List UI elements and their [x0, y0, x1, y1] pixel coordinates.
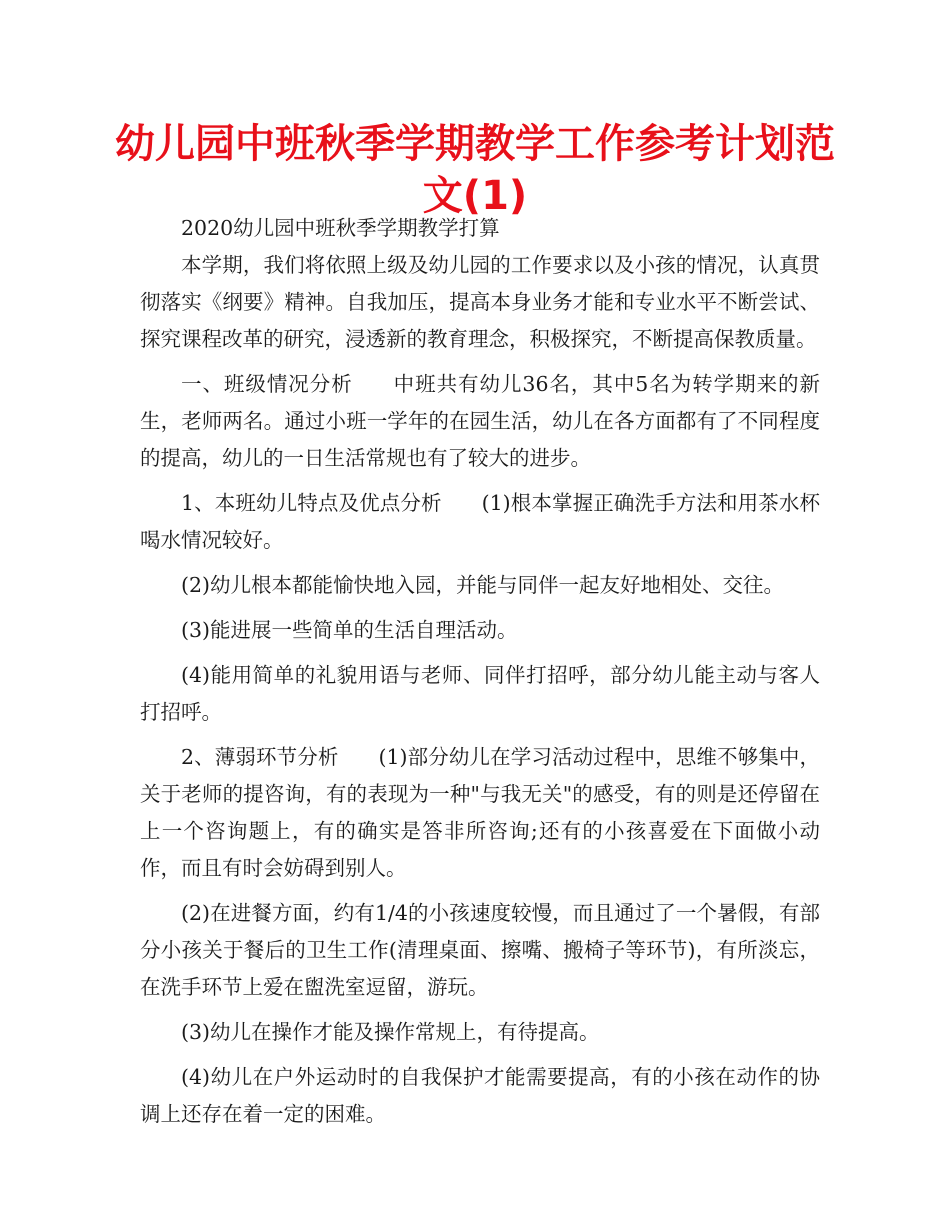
- section-text: (1)根本掌握正确洗手方法和用茶水杯喝水情况较好。: [140, 491, 820, 552]
- section-heading: 1、本班幼儿特点及优点分析: [181, 491, 442, 515]
- document-subtitle: 2020幼儿园中班秋季学期教学打算: [181, 216, 500, 240]
- paragraph-item-2-3: (3)幼儿在操作才能及操作常规上，有待提高。: [181, 1020, 600, 1044]
- paragraph-item-1-3: (3)能进展一些简单的生活自理活动。: [181, 618, 518, 642]
- document-title: 幼儿园中班秋季学期教学工作参考计划范文(1): [115, 121, 835, 219]
- paragraph-section-1: [140, 366, 820, 477]
- paragraph-item-2-4: (4)幼儿在户外运动时的自我保护才能需要提高，有的小孩在动作的协调上还存在着一定的困难。: [140, 1065, 820, 1126]
- paragraph-item-2-2: (2)在进餐方面，约有1/4的小孩速度较慢，而且通过了一个暑假，有部分小孩关于餐后的卫生工作(清理桌面、擦嘴、搬椅子等环节)，有所淡忘，在洗手环节上爱在盥洗室逗留，游玩。: [140, 901, 820, 999]
- paragraph-item-1-4: (4)能用简单的礼貌用语与老师、同伴打招呼，部分幼儿能主动与客人打招呼。: [140, 663, 820, 724]
- paragraph-section-1-1: [140, 485, 820, 559]
- section-heading: 2、薄弱环节分析: [181, 745, 339, 769]
- section-heading: 一、班级情况分析: [181, 372, 353, 396]
- section-text: (1)部分幼儿在学习活动过程中，思维不够集中，关于老师的提咨询，有的表现为一种"与我无关"的感受，有的则是还停留在上一个咨询题上，有的确实是答非所咨询;还有的小孩喜爱在下面做小动作，而且有时会妨碍到别人。: [140, 745, 820, 880]
- document-body: [140, 210, 820, 1133]
- paragraph-section-2: [140, 739, 820, 887]
- paragraph-intro: 本学期，我们将依照上级及幼儿园的工作要求以及小孩的情况，认真贯彻落实《纲要》精神。自我加压，提高本身业务才能和专业水平不断尝试、探究课程改革的研究，浸透新的教育理念，积极探究，不断提高保教质量。: [140, 253, 820, 351]
- section-text: 中班共有幼儿36名，其中5名为转学期来的新生，老师两名。通过小班一学年的在园生活，幼儿在各方面都有了不同程度的提高，幼儿的一日生活常规也有了较大的进步。: [140, 372, 820, 470]
- paragraph-item-1-2: (2)幼儿根本都能愉快地入园，并能与同伴一起友好地相处、交往。: [181, 573, 785, 597]
